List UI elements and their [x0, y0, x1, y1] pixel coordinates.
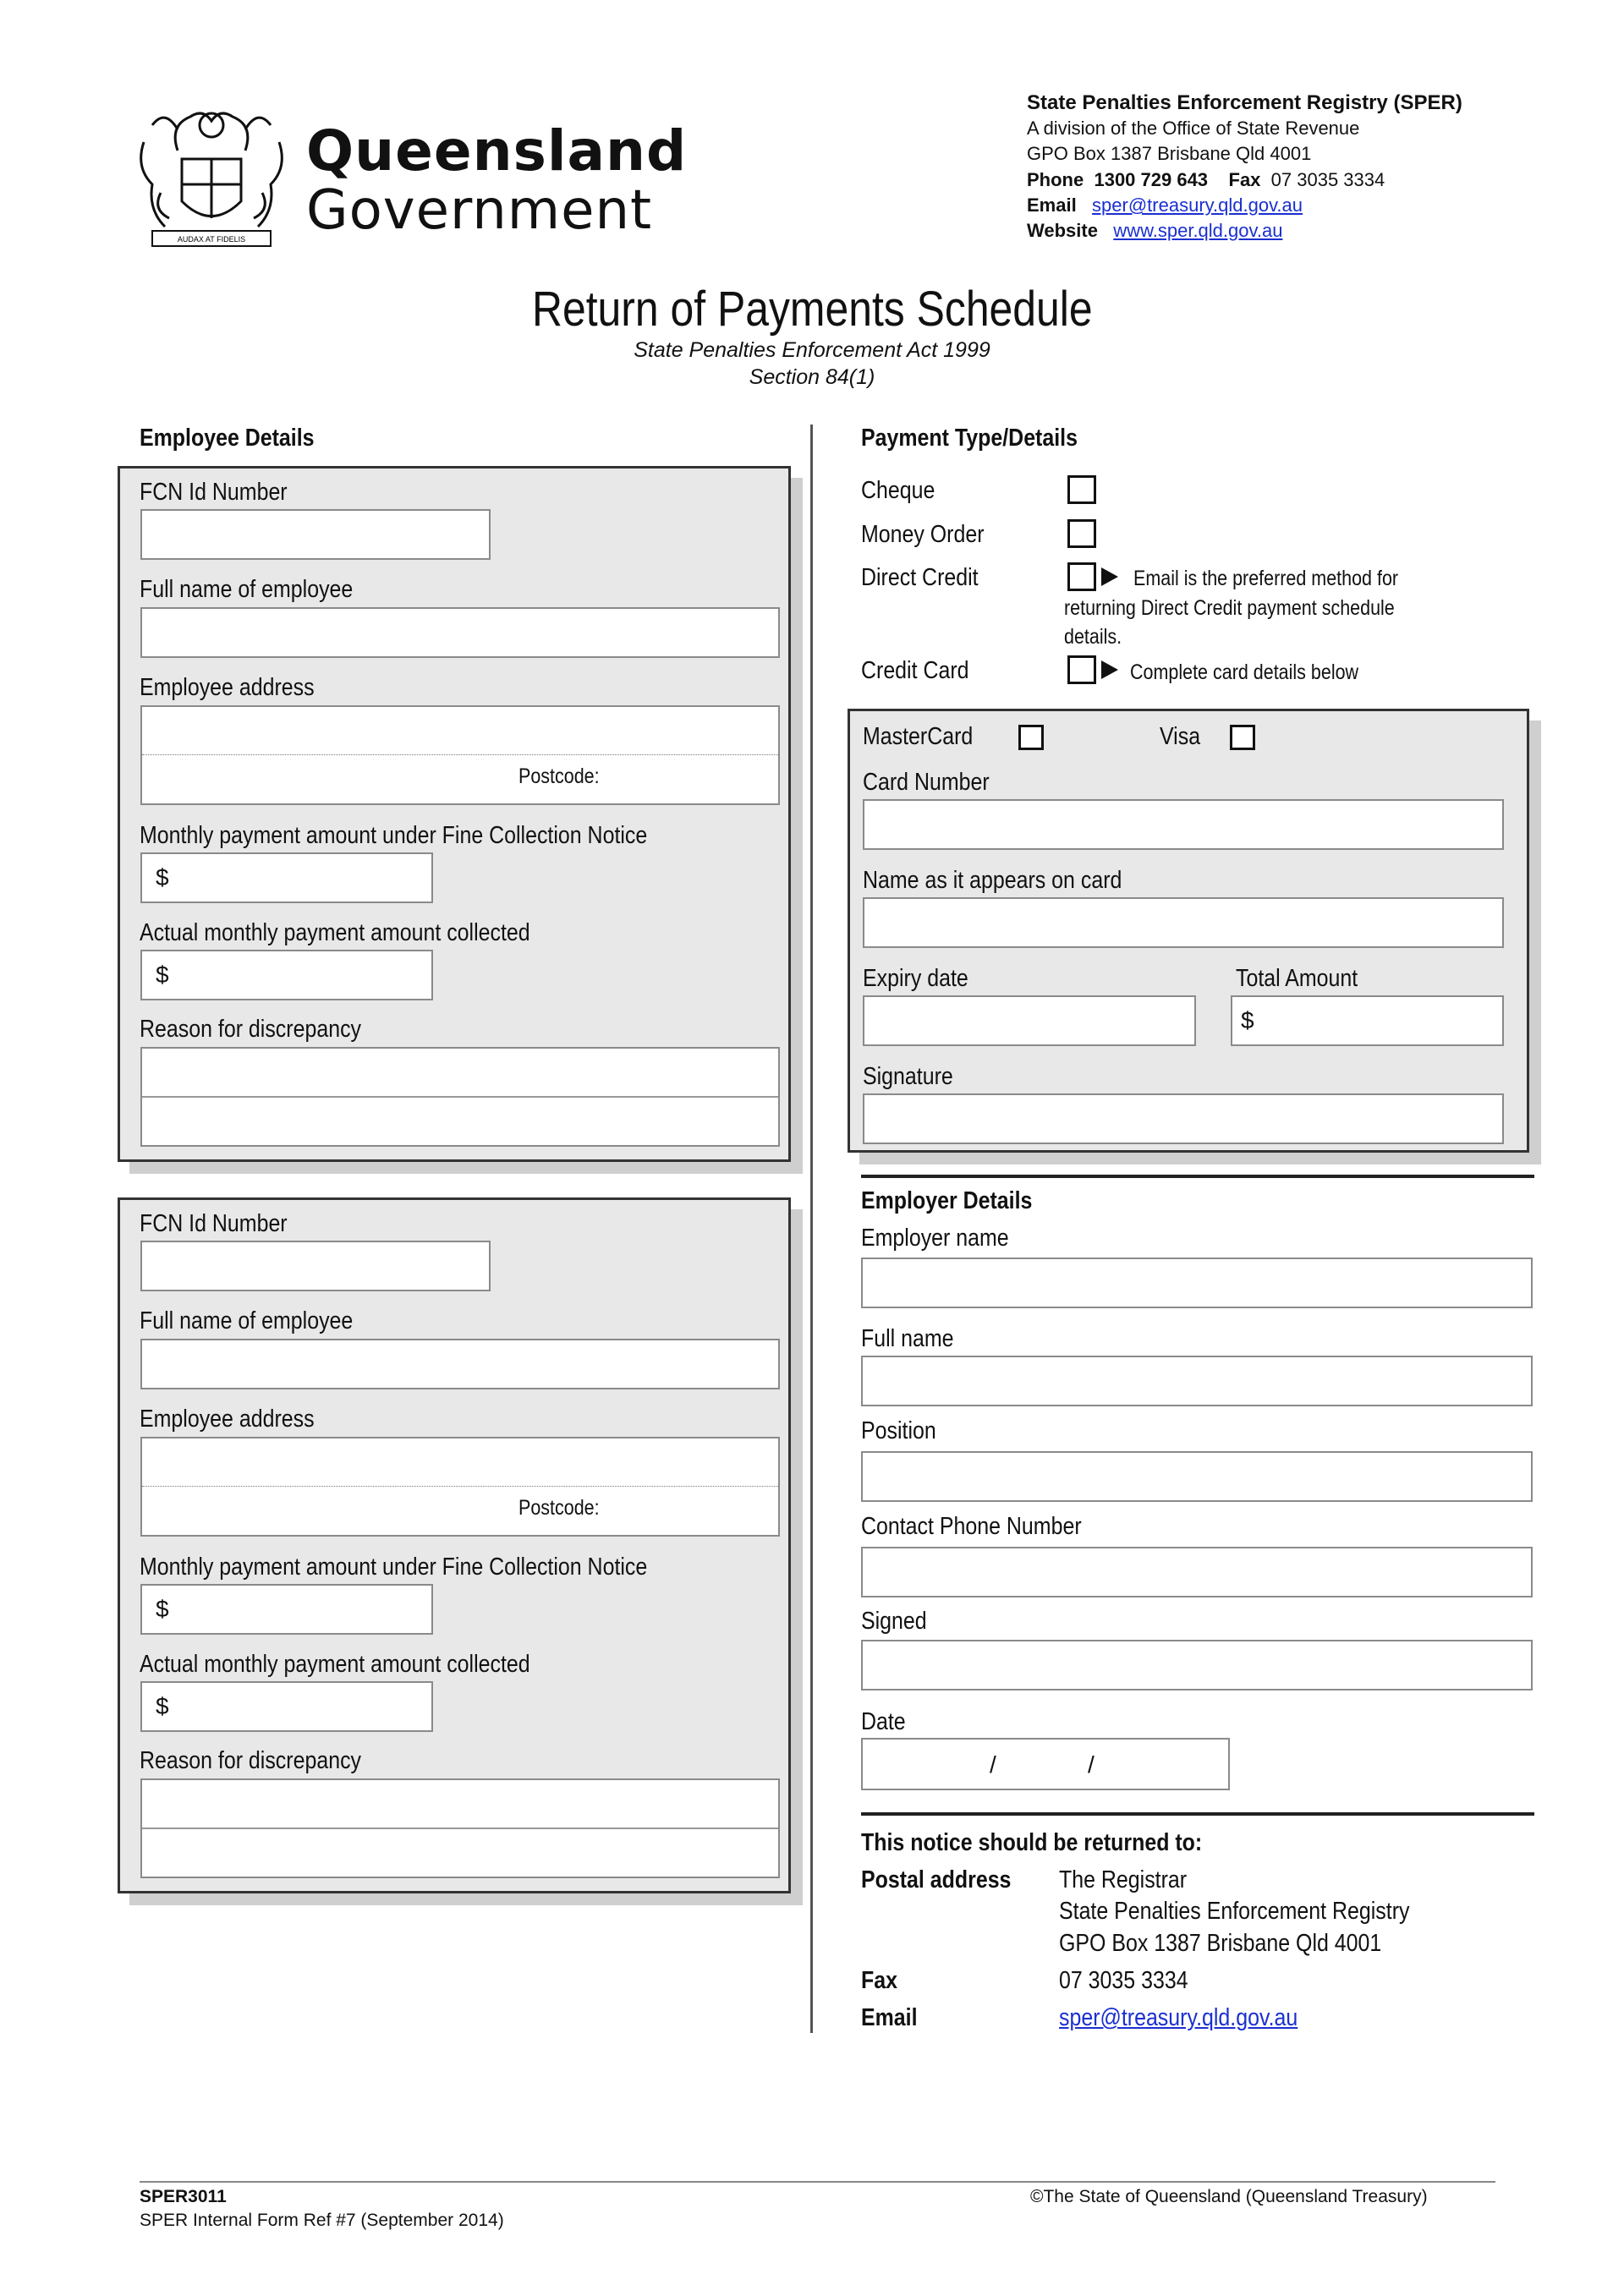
name-on-card-label: Name as it appears on card — [863, 867, 1122, 894]
discrepancy-input[interactable] — [140, 1778, 780, 1878]
employee-name-input[interactable] — [140, 1339, 780, 1389]
total-amount-label: Total Amount — [1236, 965, 1358, 992]
org-division: A division of the Office of State Revenue — [1027, 118, 1360, 139]
postal-address-label: Postal address — [861, 1866, 1012, 1893]
name-on-card-input[interactable] — [863, 897, 1504, 948]
credit-card-note: Complete card details below — [1130, 660, 1359, 684]
copyright: ©The State of Queensland (Queensland Treasury) — [1030, 2187, 1428, 2206]
employee-address-label: Employee address — [140, 1406, 315, 1433]
signature-input[interactable] — [863, 1093, 1504, 1144]
email-label: Email — [1027, 195, 1077, 216]
fcn-input[interactable] — [140, 1241, 491, 1291]
money-order-label: Money Order — [861, 521, 985, 548]
website-label: Website — [1027, 220, 1098, 241]
credit-card-label: Credit Card — [861, 657, 969, 684]
org-website-line — [1027, 220, 1282, 242]
employer-name-input[interactable] — [861, 1258, 1533, 1308]
direct-credit-note-1: Email is the preferred method for — [1133, 567, 1399, 590]
actual-payment-input[interactable] — [140, 950, 433, 1000]
actual-payment-label: Actual monthly payment amount collected — [140, 1651, 530, 1678]
card-number-label: Card Number — [863, 769, 990, 796]
date-separator-1: / — [990, 1751, 996, 1778]
monthly-payment-label: Monthly payment amount under Fine Collection Notice — [140, 1553, 648, 1581]
card-number-input[interactable] — [863, 799, 1504, 850]
actual-payment-input[interactable] — [140, 1681, 433, 1732]
employee-address-input[interactable] — [140, 705, 780, 805]
position-label: Position — [861, 1417, 936, 1444]
date-separator-2: / — [1088, 1751, 1095, 1778]
discrepancy-divider — [142, 1827, 778, 1829]
employee-panel-1 — [118, 466, 791, 1162]
mastercard-checkbox[interactable] — [1018, 725, 1044, 750]
arrow-right-icon — [1101, 660, 1118, 679]
employer-full-name-input[interactable] — [861, 1356, 1533, 1406]
logo-wordmark-line2: Government — [306, 179, 653, 242]
card-details-panel — [848, 709, 1529, 1153]
email-link[interactable]: sper@treasury.qld.gov.au — [1092, 195, 1303, 216]
column-divider — [810, 425, 813, 2033]
actual-currency: $ — [156, 1693, 169, 1719]
contact-phone-label: Contact Phone Number — [861, 1513, 1082, 1540]
direct-credit-label: Direct Credit — [861, 564, 979, 591]
return-email-label: Email — [861, 2004, 918, 2031]
postcode-label: Postcode: — [518, 1496, 600, 1520]
employee-details-heading: Employee Details — [140, 425, 315, 452]
total-currency: $ — [1241, 1007, 1254, 1033]
return-fax-label: Fax — [861, 1967, 897, 1994]
postal-line-2: State Penalties Enforcement Registry — [1059, 1898, 1410, 1925]
discrepancy-label: Reason for discrepancy — [140, 1747, 362, 1774]
cheque-checkbox[interactable] — [1067, 475, 1096, 504]
visa-label: Visa — [1160, 723, 1201, 750]
fax-number: 07 3035 3334 — [1270, 169, 1385, 190]
employee-address-input[interactable] — [140, 1437, 780, 1537]
postal-line-1: The Registrar — [1059, 1866, 1188, 1893]
employee-name-input[interactable] — [140, 607, 780, 658]
expiry-date-input[interactable] — [863, 995, 1196, 1046]
org-name: State Penalties Enforcement Registry (SPER) — [1027, 91, 1462, 114]
signed-label: Signed — [861, 1608, 927, 1635]
crest-motto: AUDAX AT FIDELIS — [177, 235, 246, 244]
expiry-date-label: Expiry date — [863, 965, 968, 992]
employee-name-label: Full name of employee — [140, 576, 354, 603]
actual-currency: $ — [156, 962, 169, 988]
employee-panel-2 — [118, 1197, 791, 1893]
money-order-checkbox[interactable] — [1067, 519, 1096, 548]
form-ref: SPER Internal Form Ref #7 (September 2014) — [140, 2211, 504, 2230]
monthly-currency: $ — [156, 1596, 169, 1622]
footer-rule — [140, 2181, 1495, 2183]
address-dotted-line — [142, 754, 778, 755]
payment-type-heading: Payment Type/Details — [861, 425, 1078, 452]
return-top-rule — [861, 1812, 1534, 1816]
page-title: Return of Payments Schedule — [531, 282, 1093, 337]
contact-phone-input[interactable] — [861, 1547, 1533, 1597]
total-amount-input[interactable] — [1231, 995, 1504, 1046]
employer-full-name-label: Full name — [861, 1325, 954, 1352]
org-email-line — [1027, 195, 1303, 216]
title-wrap — [0, 281, 1624, 337]
visa-checkbox[interactable] — [1230, 725, 1255, 750]
monthly-currency: $ — [156, 864, 169, 890]
date-input[interactable] — [861, 1738, 1230, 1790]
postcode-label: Postcode: — [518, 764, 600, 788]
cheque-label: Cheque — [861, 477, 935, 504]
phone-label: Phone — [1027, 169, 1084, 190]
signature-label: Signature — [863, 1063, 953, 1090]
fcn-label: FCN Id Number — [140, 479, 288, 506]
employer-name-label: Employer name — [861, 1225, 1009, 1252]
org-po-box: GPO Box 1387 Brisbane Qld 4001 — [1027, 143, 1312, 164]
qld-crest-logo — [127, 91, 296, 250]
fax-label: Fax — [1228, 169, 1261, 190]
discrepancy-label: Reason for discrepancy — [140, 1016, 362, 1043]
arrow-right-icon — [1101, 567, 1118, 586]
return-fax-number: 07 3035 3334 — [1059, 1967, 1188, 1994]
address-dotted-line — [142, 1486, 778, 1487]
direct-credit-checkbox[interactable] — [1067, 562, 1096, 591]
direct-credit-note-2: returning Direct Credit payment schedule — [1064, 596, 1395, 620]
actual-payment-label: Actual monthly payment amount collected — [140, 919, 530, 946]
employee-name-label: Full name of employee — [140, 1307, 354, 1334]
employer-details-heading: Employer Details — [861, 1187, 1033, 1214]
monthly-payment-input[interactable] — [140, 852, 433, 903]
discrepancy-input[interactable] — [140, 1047, 780, 1147]
mastercard-label: MasterCard — [863, 723, 974, 750]
website-link[interactable]: www.sper.qld.gov.au — [1113, 220, 1283, 241]
monthly-payment-label: Monthly payment amount under Fine Collection Notice — [140, 822, 648, 849]
fcn-input[interactable] — [140, 509, 491, 560]
form-code: SPER3011 — [140, 2187, 227, 2206]
direct-credit-note-3: details. — [1064, 625, 1122, 649]
fcn-label: FCN Id Number — [140, 1210, 288, 1237]
phone-number: 1300 729 643 — [1094, 169, 1209, 190]
act-name: State Penalties Enforcement Act 1999 — [634, 338, 990, 362]
position-input[interactable] — [861, 1451, 1533, 1502]
return-email-link[interactable]: sper@treasury.qld.gov.au — [1059, 2004, 1298, 2031]
postal-line-3: GPO Box 1387 Brisbane Qld 4001 — [1059, 1930, 1382, 1957]
discrepancy-divider — [142, 1096, 778, 1098]
logo-wordmark-line1: Queensland — [306, 118, 688, 184]
employee-address-label: Employee address — [140, 674, 315, 701]
credit-card-checkbox[interactable] — [1067, 655, 1096, 684]
act-section: Section 84(1) — [749, 365, 875, 389]
signed-input[interactable] — [861, 1640, 1533, 1690]
return-heading: This notice should be returned to: — [861, 1829, 1203, 1856]
employer-top-rule — [861, 1175, 1534, 1178]
date-label: Date — [861, 1708, 906, 1735]
org-phone-line — [1027, 169, 1385, 191]
monthly-payment-input[interactable] — [140, 1584, 433, 1635]
